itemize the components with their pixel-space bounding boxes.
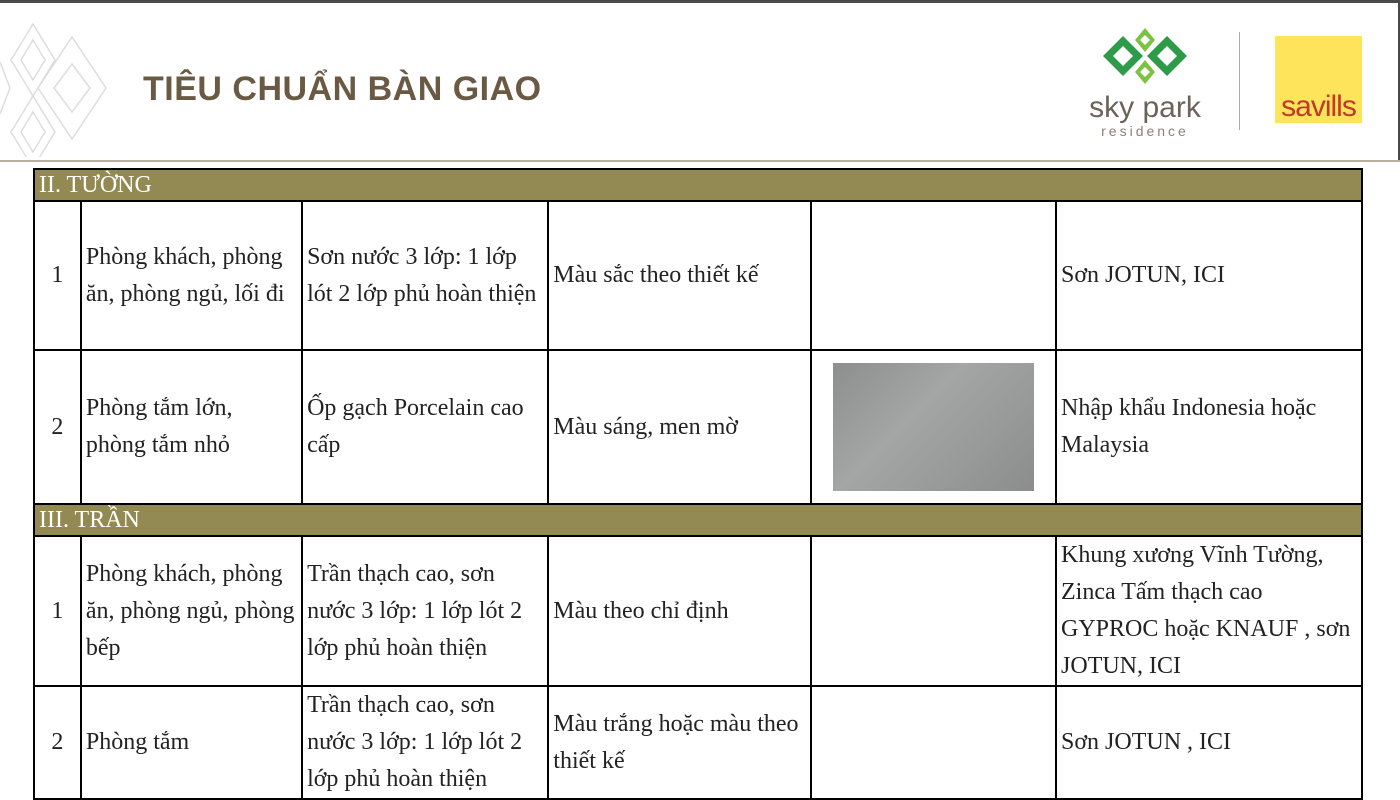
page-title: TIÊU CHUẨN BÀN GIAO (143, 70, 542, 108)
top-border (0, 0, 1400, 3)
handover-standards-table (33, 168, 1363, 800)
table-row: 2 Phòng tắm Trần thạch cao, sơn nước 3 lớp: 1 lớp lót 2 lớp phủ hoàn thiện Màu trắng hoặc màu theo thiết kế Sơn JOTUN , ICI (34, 686, 1362, 799)
sample-image-cell (811, 536, 1056, 686)
sample-image-cell (811, 350, 1056, 504)
logo-divider (1239, 32, 1240, 130)
skypark-diamond-icon (1103, 28, 1187, 86)
table-row: 2 Phòng tắm lớn, phòng tắm nhỏ Ốp gạch Porcelain cao cấp Màu sáng, men mờ Nhập khẩu Indonesia hoặc Malaysia (34, 350, 1362, 504)
table-row: 1 Phòng khách, phòng ăn, phòng ngủ, lối đi Sơn nước 3 lớp: 1 lớp lót 2 lớp phủ hoàn thiện Màu sắc theo thiết kế Sơn JOTUN, ICI (34, 201, 1362, 350)
porcelain-tile-sample-image (833, 363, 1034, 491)
skypark-logo: sky park residence (1080, 28, 1210, 139)
header-divider (0, 160, 1400, 162)
sample-image-cell (811, 201, 1056, 350)
sample-image-cell (811, 686, 1056, 799)
section-header-ceiling: III. TRẦN (34, 504, 1362, 536)
table-row: 1 Phòng khách, phòng ăn, phòng ngủ, phòng bếp Trần thạch cao, sơn nước 3 lớp: 1 lớp lót 2 lớp phủ hoàn thiện Màu theo chỉ định Khung xương Vĩnh Tường, Zinca Tấm thạch cao GYPROC hoặc KNAUF , sơn JOTUN, ICI (34, 536, 1362, 686)
diamond-pattern-icon (0, 22, 130, 157)
savills-logo: savills (1275, 36, 1362, 123)
section-header-walls: II. TƯỜNG (34, 169, 1362, 201)
